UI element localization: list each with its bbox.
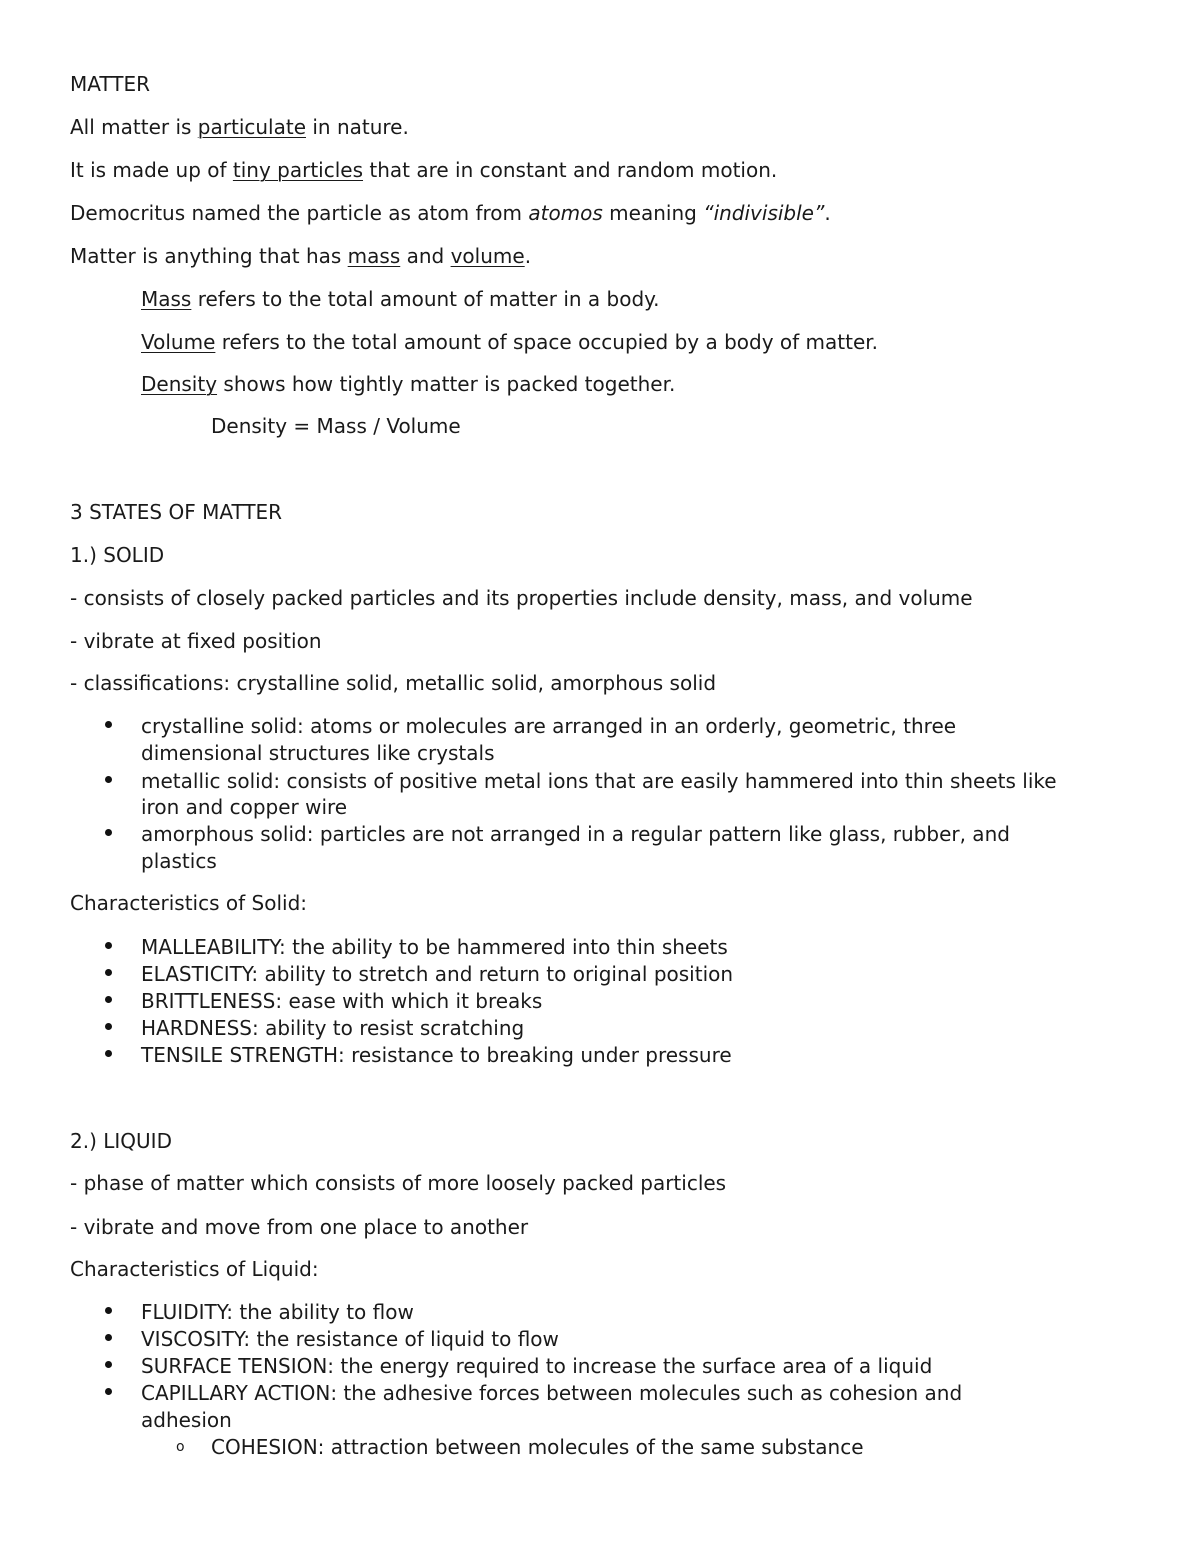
solid-type-line: amorphous solid: particles are not arranged in a regular pattern like glass, rubber, and: [141, 822, 1010, 846]
states-heading: 3 STATES OF MATTER: [70, 500, 283, 524]
text-segment: It is made up of: [70, 158, 233, 182]
bullet-icon: [105, 1334, 112, 1341]
text-segment: that are in constant and random motion.: [363, 158, 778, 182]
bullet-icon: [105, 721, 112, 728]
matter-line-democritus: [70, 203, 831, 223]
solid-characteristic: MALLEABILITY: the ability to be hammered into thin sheets: [141, 935, 728, 959]
bullet-icon: [105, 776, 112, 783]
italic-term: “indivisible”: [703, 201, 825, 225]
underlined-term: tiny particles: [232, 158, 364, 182]
liquid-characteristic: FLUIDITY: the ability to flow: [141, 1300, 414, 1324]
text-segment: and: [400, 244, 451, 268]
matter-heading: MATTER: [70, 72, 150, 96]
solid-characteristics-heading: Characteristics of Solid:: [70, 891, 308, 915]
solid-characteristic: HARDNESS: ability to resist scratching: [141, 1016, 525, 1040]
bullet-icon: [105, 1361, 112, 1368]
text-segment: refers to the total amount of matter in a body.: [191, 287, 660, 311]
matter-line-particulate: [70, 117, 409, 137]
underlined-term: Density: [141, 372, 218, 396]
text-segment: Democritus named the particle as atom from: [70, 201, 529, 225]
text-segment: .: [824, 201, 831, 225]
liquid-characteristic: VISCOSITY: the resistance of liquid to flow: [141, 1327, 559, 1351]
underlined-term: Mass: [141, 287, 192, 311]
text-segment: shows how tightly matter is packed together.: [217, 372, 676, 396]
solid-characteristic: TENSILE STRENGTH: resistance to breaking under pressure: [141, 1043, 732, 1067]
solid-heading: 1.) SOLID: [70, 543, 165, 567]
bullet-icon: [105, 1307, 112, 1314]
underlined-term: Volume: [141, 330, 216, 354]
liquid-characteristics-heading: Characteristics of Liquid:: [70, 1257, 319, 1281]
liquid-characteristic: SURFACE TENSION: the energy required to increase the surface area of a liquid: [141, 1354, 933, 1378]
text-segment: refers to the total amount of space occupied by a body of matter.: [215, 330, 879, 354]
liquid-sub-characteristic: COHESION: attraction between molecules of the same substance: [211, 1435, 864, 1459]
text-segment: All matter is: [70, 115, 198, 139]
solid-type-line: plastics: [141, 849, 217, 873]
density-definition: [141, 374, 675, 394]
solid-characteristic: ELASTICITY: ability to stretch and return to original position: [141, 962, 734, 986]
italic-term: atomos: [528, 201, 603, 225]
liquid-characteristic: adhesion: [141, 1408, 232, 1432]
solid-description: - vibrate at fixed position: [70, 629, 322, 653]
text-segment: .: [524, 244, 532, 268]
bullet-icon: [105, 942, 112, 949]
volume-definition: [141, 332, 878, 352]
solid-type-line: metallic solid: consists of positive metal ions that are easily hammered into thin sheets like: [141, 769, 1057, 793]
solid-description: - classifications: crystalline solid, metallic solid, amorphous solid: [70, 671, 717, 695]
bullet-icon: [105, 969, 112, 976]
solid-characteristic: BRITTLENESS: ease with which it breaks: [141, 989, 543, 1013]
mass-definition: [141, 289, 660, 309]
bullet-icon: [105, 1050, 112, 1057]
solid-type-line: dimensional structures like crystals: [141, 741, 495, 765]
text-segment: Matter is anything that has: [70, 244, 348, 268]
bullet-icon: [105, 1023, 112, 1030]
matter-line-tiny-particles: [70, 160, 777, 180]
bullet-icon: [105, 1388, 112, 1395]
density-formula: Density = Mass / Volume: [211, 414, 461, 438]
text-segment: meaning: [602, 201, 704, 225]
bullet-icon: [105, 996, 112, 1003]
bullet-icon: [105, 829, 112, 836]
underlined-term: particulate: [197, 115, 306, 139]
underlined-term: volume: [450, 244, 525, 268]
sub-bullet-icon: o: [176, 1439, 185, 1455]
text-segment: in nature.: [306, 115, 409, 139]
underlined-term: mass: [347, 244, 401, 268]
solid-type-line: crystalline solid: atoms or molecules are arranged in an orderly, geometric, three: [141, 714, 957, 738]
solid-type-line: iron and copper wire: [141, 795, 348, 819]
liquid-characteristic: CAPILLARY ACTION: the adhesive forces between molecules such as cohesion and: [141, 1381, 963, 1405]
matter-line-definition: [70, 246, 531, 266]
liquid-description: - vibrate and move from one place to another: [70, 1215, 529, 1239]
liquid-description: - phase of matter which consists of more loosely packed particles: [70, 1171, 727, 1195]
solid-description: - consists of closely packed particles and its properties include density, mass, and volume: [70, 586, 973, 610]
liquid-heading: 2.) LIQUID: [70, 1129, 172, 1153]
